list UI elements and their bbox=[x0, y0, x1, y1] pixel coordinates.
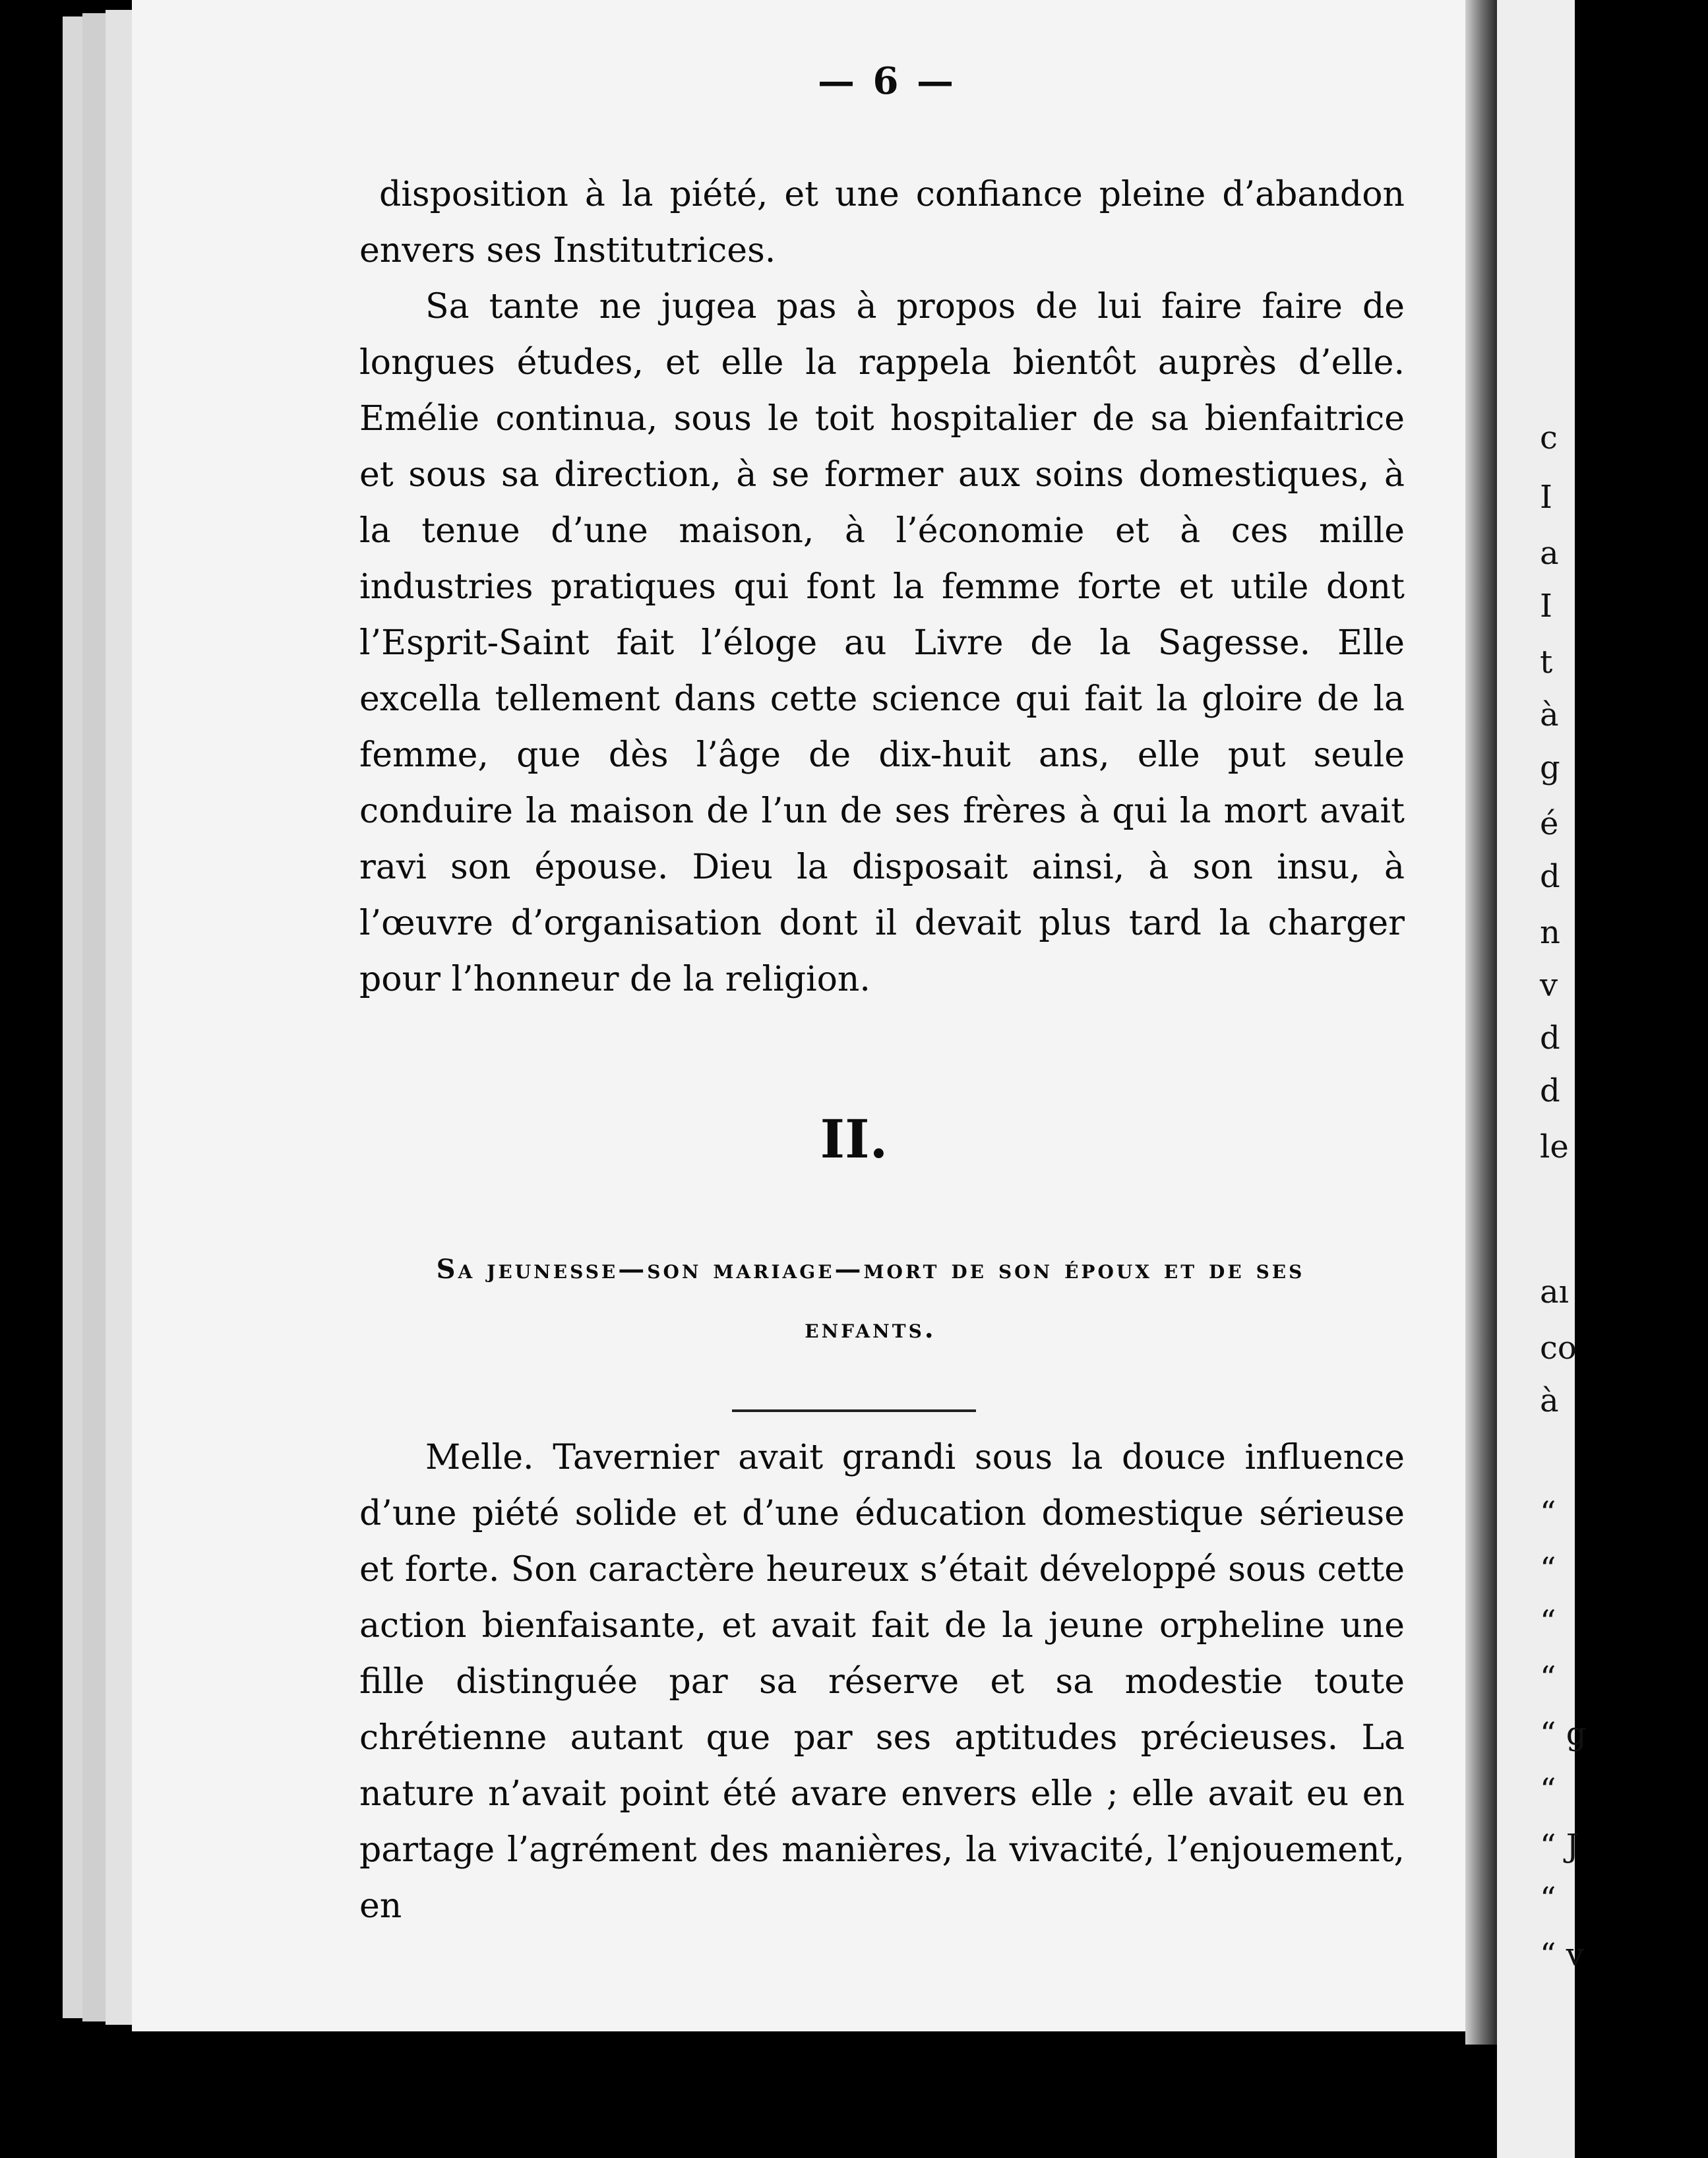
facing-page-fragment: d bbox=[1540, 1072, 1560, 1109]
facing-page-fragment: “ bbox=[1540, 1551, 1556, 1588]
paper-edge bbox=[106, 10, 132, 2025]
paper-edge bbox=[82, 13, 106, 2021]
paragraph: Sa tante ne jugea pas à propos de lui faire faire de longues études, et elle la rappela bientôt auprès d’elle. Emélie continua, sous le toit hospitalier de sa bienfaitrice et sous sa direction, à se former aux soins domestiques, à la tenue d’une maison, à l’économie et à ces mille industries pratiques qui font la femme forte et utile dont l’Esprit-Saint fait l’éloge au Livre de la Sagesse. Elle excella tellement dans cette science qui fait la gloire de la femme, que dès l’âge de dix-huit ans, elle put seule conduire la maison de l’un de ses frères à qui la mort avait ravi son épouse. Dieu la disposait ainsi, à son insu, à l’œuvre d’organisation dont il devait plus tard la charger pour l’honneur de la religion. bbox=[359, 287, 1405, 999]
facing-page-fragment: I bbox=[1540, 479, 1552, 516]
facing-page-fragment: t bbox=[1540, 644, 1553, 681]
facing-page-fragment: co bbox=[1540, 1330, 1577, 1367]
facing-page-fragment: “ bbox=[1540, 1495, 1556, 1531]
facing-page-fragment: v bbox=[1540, 967, 1558, 1004]
facing-page-fragment: “ bbox=[1540, 1659, 1556, 1696]
facing-page-fragment: “ bbox=[1540, 1603, 1556, 1640]
facing-page-fragment: à bbox=[1540, 696, 1559, 733]
facing-page-fragment: “ bbox=[1540, 1772, 1556, 1808]
facing-page-fragment: d bbox=[1540, 858, 1560, 895]
section-number: II. bbox=[820, 1108, 888, 1170]
facing-page-fragment: é bbox=[1540, 805, 1559, 842]
facing-page-fragment: n bbox=[1540, 914, 1560, 951]
facing-page-fragment: g bbox=[1540, 749, 1560, 786]
facing-page-fragment: à bbox=[1540, 1382, 1559, 1419]
facing-page-fragment: “ bbox=[1540, 1880, 1556, 1917]
facing-page-fragment: I bbox=[1540, 588, 1552, 625]
section-title: Sa jeunesse—son mariage—mort de son époux et de ses enfants. bbox=[436, 1254, 1305, 1344]
facing-page-fragment: “ J bbox=[1540, 1828, 1579, 1865]
facing-page-fragment: d bbox=[1540, 1020, 1560, 1057]
section-divider bbox=[732, 1409, 976, 1412]
paper-edge bbox=[63, 16, 82, 2018]
facing-page-fragment: “ g bbox=[1540, 1715, 1587, 1752]
facing-page-fragment: “ v bbox=[1540, 1936, 1584, 1973]
binding-gutter bbox=[1465, 0, 1497, 2045]
facing-page-fragment: le bbox=[1540, 1128, 1569, 1165]
paragraph: disposition à la piété, et une confiance pleine d’abandon envers ses Institutrices. bbox=[359, 175, 1405, 270]
facing-page-fragment: a bbox=[1540, 535, 1559, 572]
facing-page-fragment: c bbox=[1540, 419, 1558, 456]
page-number: — 6 — bbox=[818, 59, 956, 103]
facing-page-fragment: aı bbox=[1540, 1274, 1569, 1310]
paragraph: Melle. Tavernier avait grandi sous la douce influence d’une piété solide et d’une éducation domestique sérieuse et forte. Son caractère heureux s’était développé sous cette action bienfaisante, et avait fait de la jeune orpheline une fille distinguée par sa réserve et sa modestie toute chrétienne autant que par ses aptitudes précieuses. La nature n’avait point été avare envers elle ; elle avait eu en partage l’agrément des manières, la vivacité, l’enjouement, en bbox=[359, 1438, 1405, 1926]
